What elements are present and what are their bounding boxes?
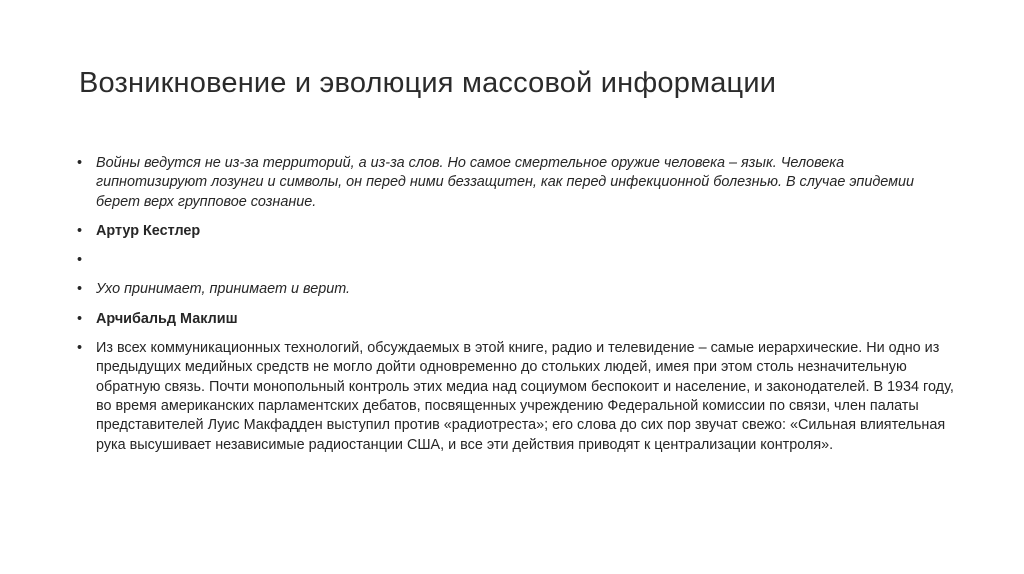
bullet-item-quote-macleish bbox=[77, 280, 957, 299]
bullet-text: Ухо принимает, принимает и верит. bbox=[96, 281, 351, 298]
bullet-text: Войны ведутся не из-за территорий, а из-за слов. Но самое смертельное оружие человека – язык. Человека гипнотизируют лозунги и символы, он перед ними беззащитен, как перед инфекционной болезнью. В случае эпидемии берет верх групповое сознание. bbox=[96, 155, 915, 210]
bullet-item-author-macleish bbox=[77, 310, 957, 329]
bullet-icon: • bbox=[77, 340, 83, 357]
bullet-list bbox=[77, 154, 957, 465]
bullet-item-radio-tv bbox=[77, 339, 957, 455]
slide-title: Возникновение и эволюция массовой информации bbox=[79, 67, 777, 99]
bullet-item-empty bbox=[77, 251, 957, 270]
bullet-text: Арчибальд Маклиш bbox=[96, 310, 238, 327]
bullet-icon: • bbox=[77, 310, 83, 327]
bullet-icon: • bbox=[77, 281, 83, 298]
bullet-text: Артур Кестлер bbox=[96, 222, 201, 239]
bullet-text: Из всех коммуникационных технологий, обсуждаемых в этой книге, радио и телевидение – самые иерархические. Ни одно из предыдущих медийных средств не могло дойти одновременно до стольких людей, имея при этом столь незначительную обратную связь. Почти монопольный контроль этих медиа над социумом беспокоит и население, и законодателей. В 1934 году, во время американских парламентских дебатов, посвященных учреждению Федеральной комиссии по связи, член палаты представителей Луис Макфадден выступил против «радиотреста»; его слова до сих пор звучат свежо: «Сильная влиятельная рука высушивает независимые радиостанции США, и все эти действия приводят к централизации контроля». bbox=[96, 340, 954, 453]
bullet-icon: • bbox=[77, 252, 83, 269]
bullet-item-author-koestler bbox=[77, 222, 957, 241]
bullet-item-quote-koestler bbox=[77, 154, 957, 212]
bullet-icon: • bbox=[77, 222, 83, 239]
bullet-icon: • bbox=[77, 155, 83, 171]
